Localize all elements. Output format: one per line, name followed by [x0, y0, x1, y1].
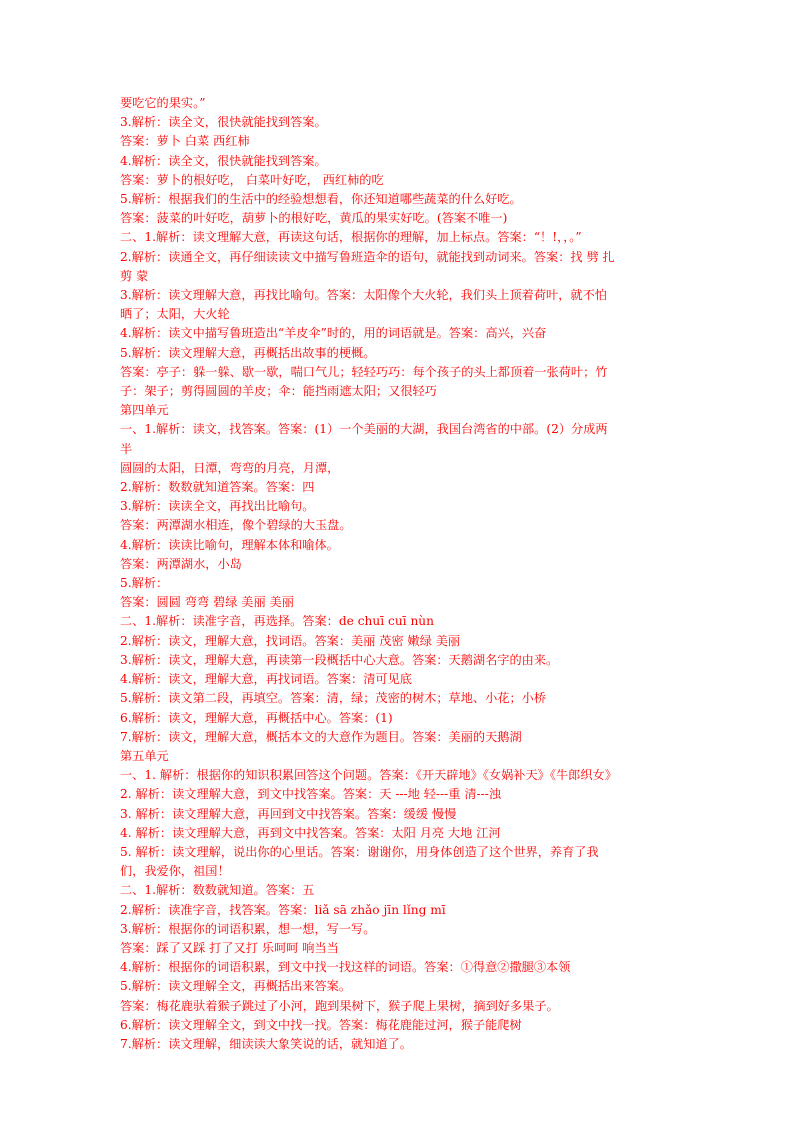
text-line: 第五单元: [120, 748, 169, 763]
text-line: 3. 解析：读文理解大意，再回到文中找答案。答案：缓缓 慢慢: [120, 806, 457, 821]
text-line: 圆圆的太阳，日潭，弯弯的月亮，月潭，: [120, 460, 340, 475]
text-line: 答案：萝卜 白菜 西红柿: [120, 134, 250, 149]
text-line: 2.解析：读文，理解大意，找词语。答案：美丽 茂密 嫩绿 美丽: [120, 633, 461, 648]
text-line: 一、1. 解析：根据你的知识积累回答这个问题。答案：《开天辟地》《女娲补天》《牛郎织女》: [120, 768, 617, 783]
text-line: 5.解析：读文理解大意，再概括出故事的梗概。: [120, 345, 376, 360]
text-line: 答案：菠菜的叶好吃，葫萝卜的根好吃，黄瓜的果实好吃。(答案不唯一): [120, 211, 508, 226]
text-line: 二、1.解析：读准字音，再选择。答案：de chuī cuī nùn: [120, 614, 434, 629]
text-line: 答案：萝卜的根好吃， 白菜叶好吃， 西红柿的吃: [120, 172, 384, 187]
text-line: 5.解析：: [120, 576, 169, 591]
text-line: 要吃它的果实。”: [120, 96, 206, 110]
text-line: 2.解析：读通全文，再仔细读读文中描写鲁班造伞的语句，就能找到动词来。答案：找 劈 扎: [120, 249, 615, 264]
text-line: 4. 解析：读文理解大意，再到文中找答案。答案：太阳 月亮 大地 江河: [120, 825, 501, 840]
text-line: 子：架子；剪得圆圆的羊皮；伞：能挡雨遮太阳；又很轻巧: [120, 384, 437, 399]
text-line: 5.解析：读文理解全文，再概括出来答案。: [120, 979, 352, 994]
text-line: 二、1.解析：读文理解大意，再读这句话，根据你的理解，加上标点。答案：“！!，，。”: [120, 230, 582, 245]
text-line: 2. 解析：读文理解大意，到文中找答案。答案：天 ---地 轻---重 清---浊: [120, 787, 502, 802]
text-line: 4.解析：读文中描写鲁班造出“羊皮伞”时的，用的词语就是。答案：高兴，兴奋: [120, 326, 547, 341]
document-body: [120, 94, 680, 1054]
text-line: 答案：亭子：躲一躲、歇一歇，喘口气儿；轻轻巧巧：每个孩子的头上都顶着一张荷叶；竹: [120, 364, 608, 379]
text-line: 4.解析：读文，理解大意，再找词语。答案：清可见底: [120, 672, 412, 687]
text-line: 答案：踩了又踩 打了又打 乐呵呵 响当当: [120, 940, 339, 955]
text-line: 5.解析：根据我们的生活中的经验想想看，你还知道哪些蔬菜的什么好吃。: [120, 192, 522, 207]
text-line: 6.解析：读文，理解大意，再概括中心。答案：(1): [120, 710, 393, 725]
text-line: 剪 蒙: [120, 268, 149, 283]
text-line: 7.解析：读文，理解大意，概括本文的大意作为题目。答案：美丽的天鹅湖: [120, 729, 522, 744]
text-line: 答案：两潭湖水，小岛: [120, 556, 242, 571]
text-line: 答案：两潭湖水相连，像个碧绿的大玉盘。: [120, 518, 352, 533]
text-line: 半: [120, 441, 133, 456]
text-line: 7.解析：读文理解，细读读大象笑说的话，就知道了。: [120, 1036, 412, 1051]
text-line: 5. 解析：读文理解，说出你的心里话。答案：谢谢你，用身体创造了这个世界，养育了我: [120, 844, 599, 859]
text-line: 3.解析：读读全文，再找出比喻句。: [120, 499, 315, 514]
text-line: 第四单元: [120, 403, 169, 418]
text-line: 3.解析：读文理解大意，再找比喻句。答案：太阳像个大火轮，我们头上顶着荷叶，就不怕: [120, 288, 607, 303]
text-line: 二、1.解析：数数就知道。答案：五: [120, 883, 315, 898]
text-line: 一、1.解析：读文，找答案。答案：(1）一个美丽的大湖，我国台湾省的中部。(2）分成两: [120, 422, 608, 437]
text-line: 5.解析：读文第二段，再填空。答案：清，绿；茂密的树木；草地、小花；小桥: [120, 691, 547, 706]
text-line: 们，我爱你，祖国！: [120, 864, 230, 879]
text-line: 2.解析：数数就知道答案。答案：四: [120, 480, 315, 495]
text-line: 答案：圆圆 弯弯 碧绿 美丽 美丽: [120, 595, 294, 610]
text-line: 2.解析：读准字音，找答案。答案：liǎ sā zhǎo jīn lǐng mī: [120, 902, 446, 917]
text-line: 4.解析：根据你的词语积累，到文中找一找这样的词语。答案：①得意②撒腿③本领: [120, 960, 571, 975]
text-line: 3.解析：根据你的词语积累，想一想，写一写。: [120, 921, 376, 936]
text-line: 4.解析：读读比喻句，理解本体和喻体。: [120, 537, 339, 552]
text-line: 6.解析：读文理解全文，到文中找一找。答案：梅花鹿能过河，猴子能爬树: [120, 1017, 522, 1032]
text-line: 晒了；太阳，大火轮: [120, 307, 230, 322]
text-line: 3.解析：读文，理解大意，再读第一段概括中心大意。答案：天鹅湖名字的由来。: [120, 652, 559, 667]
text-line: 答案：梅花鹿驮着猴子跳过了小河，跑到果树下，猴子爬上果树，摘到好多果子。: [120, 998, 559, 1013]
text-line: 4.解析：读全文，很快就能找到答案。: [120, 153, 327, 168]
text-line: 3.解析：读全文，很快就能找到答案。: [120, 115, 327, 130]
